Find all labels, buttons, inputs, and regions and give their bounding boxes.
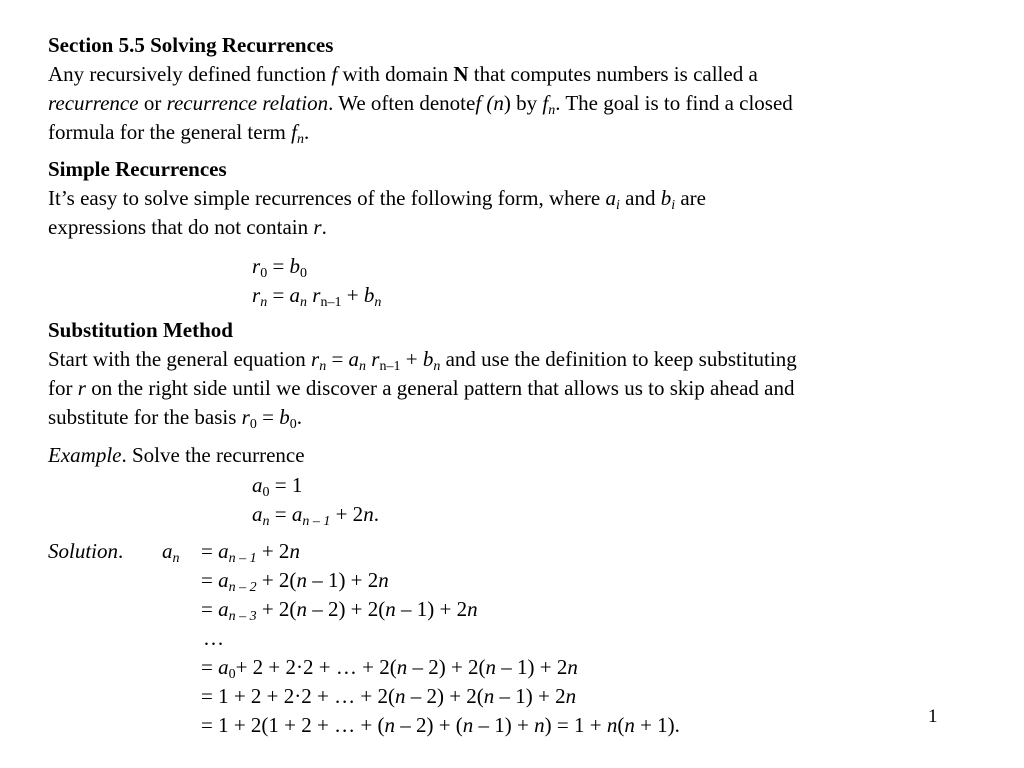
substitution-line-2: for r on the right side until we discover a general pattern that allows us to skip ahead and <box>48 376 795 400</box>
solution-line-5: = $a_0+ 2 + 2\cdot 2$ + … + 2(n – 2) + 2(n – 1) + 2n <box>201 655 578 682</box>
solution-line-2: = $a_{n - 2} + 2(n - 1) + 2n$ <box>201 568 389 595</box>
intro-line-3: formula for the general term $f_n$. <box>48 120 310 147</box>
substitution-line-3: substitute for the basis $r_0 = b_0$. <box>48 405 302 432</box>
example-eq-recursive: $a_n = a_{n - 1} + 2n$. <box>252 502 379 529</box>
simple-heading: Simple Recurrences <box>48 157 227 181</box>
solution-label: Solution. <box>48 539 124 563</box>
simple-eq-recursive: $r_n = a_n$ $r_{n-1} + b_n$ <box>252 283 382 310</box>
solution-line-7: = 1 + 2(1 + 2 + … + (n – 2) + (n – 1) + n) = 1 + n(n + 1). <box>201 713 680 737</box>
section-title: Section 5.5 Solving Recurrences <box>48 33 334 57</box>
substitution-heading: Substitution Method <box>48 318 233 342</box>
substitution-line-1: Start with the general equation $r_n = a_n$ $r_{n-1} + b_n$ and use the definition to keep substituting <box>48 347 797 374</box>
intro-line-2: recurrence or recurrence relation. We often denotef (n) by $f_n$. The goal is to find a closed <box>48 91 793 118</box>
solution-lhs: $a_n$ <box>162 539 180 566</box>
simple-line-2: expressions that do not contain r. <box>48 215 327 239</box>
solution-line-1: = $a_{n - 1} + 2n$ <box>201 539 300 566</box>
example-line: Example. Solve the recurrence <box>48 443 305 467</box>
intro-line-1: Any recursively defined function f with domain N that computes numbers is called a <box>48 62 758 86</box>
solution-ellipsis: … <box>203 626 224 650</box>
simple-line-1: It’s easy to solve simple recurrences of the following form, where $a_i$ and $b_i$ are <box>48 186 706 213</box>
simple-eq-basis: $r_0 = b_0$ <box>252 254 308 281</box>
solution-line-6: = 1 + 2 + 2·2 + … + 2(n – 2) + 2(n – 1) + 2n <box>201 684 577 708</box>
page-number: 1 <box>928 706 938 727</box>
example-eq-basis: $a_0 = 1$ <box>252 473 303 500</box>
solution-line-3: = $a_{n - 3} + 2(n - 2) + 2(n - 1) + 2n$ <box>201 597 478 624</box>
